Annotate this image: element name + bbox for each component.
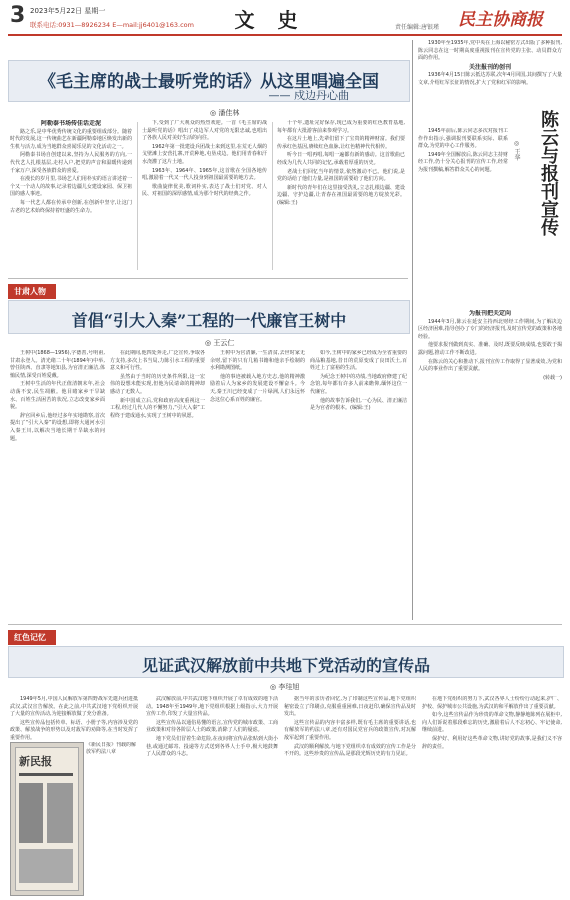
paragraph: 辞官回乡后,他经过多年实地勘察,首次提出了“引大入秦”的设想,即将大通河水引入秦王川,以解决当地长期干旱缺水的问题。 (10, 412, 105, 442)
paragraph: 1949年5月,中国人民解放军第四野战军先遣兵团进抵武汉,武汉宣告解放。在此之前,中共武汉地下党组织开展了大量的宣传活动,为迎接解放做了充分准备。 (10, 696, 138, 718)
paragraph: 新时代的青年们在这里接受洗礼,立志扎根边疆、建设边疆、守护边疆,让青春在祖国最需要的地方绽放光彩。(编辑:王) (277, 184, 405, 206)
paragraph: 这些宣传品的内容丰富多样,既有毛主席的重要讲话,也有解放军的约法八章,还有对国民党官兵的政策宣传,对瓦解敌军起到了重要作用。 (284, 719, 416, 741)
article1-column-2 (142, 120, 267, 272)
article3-column-3 (284, 696, 416, 896)
article2-byline: ◎ 王云仁 (205, 339, 235, 347)
paragraph: 他的事迹被载入地方史志,他的精神激励着后人为家乡的发展建设不懈奋斗。今天,秦王川已经变成了一片绿洲,人们永远怀念这位心系百姓的廉官。 (210, 373, 305, 403)
paragraph: 十个年,遗址完好保存,现已成为重要的红色教育基地,每年都有大批游客前来参观学习。 (277, 120, 405, 134)
paragraph: 如今,这些宣传品作为珍贵的革命文物,静静地陈列在展柜中,向人们诉说着那段难忘的历史,激励着后人不忘初心、牢记使命,继续前进。 (422, 712, 562, 734)
paragraph: 虽然由于当时的历史条件所限,这一宏伟的设想未能实现,但他为民请命的精神却感动了无数人。 (110, 373, 205, 395)
article2-column-3 (210, 350, 305, 600)
article3-section-tag: 红色记忆 (8, 630, 56, 645)
paragraph: 为纪念王树中的功绩,当地政府修建了纪念馆,每年都有许多人前来瞻仰,缅怀这位一代廉官。 (310, 373, 407, 395)
paragraph: 1944年3月,陈云在延安主持西北财经工作期间,为了解决边区经济困难,指导创办了专门的经济报刊,及时宣传党的政策和各地经验。 (418, 318, 562, 340)
paragraph: 1963年、1964年、1965年,这首歌在全国各地传唱,激励着一代又一代人投身到祖国最需要的地方去。 (142, 167, 267, 182)
sidebar-divider (412, 40, 413, 620)
section-subhead: 关注报刊的创刊 (468, 63, 511, 71)
sidebar-byline: ◎ 王华 (513, 140, 520, 161)
photo-caption: 《新民日报》刊载的解放军约法八章 (86, 742, 137, 755)
paragraph: 在此期间,他四处奔走,广泛宣传,争取各方支持,多次上书当局,力陈引水工程的重要意义和可行性。 (110, 350, 205, 372)
article3-title: 见证武汉解放前中共地下党活动的宣传品 (141, 656, 430, 675)
section-title: 文 史 (234, 8, 306, 32)
paper-logo: 民主协商报 (458, 10, 543, 30)
editor-note: (转载一) (543, 374, 562, 381)
paragraph: 武汉的顺利解放,与地下党组织卓有成效的宣传工作是分不开的。这些珍贵的宣传品,是那段光辉历史的有力见证。 (284, 743, 416, 758)
sidebar-column-bottom (418, 310, 562, 620)
paragraph: 新中国成立后,党和政府高度重视这一工程,经过几代人的不懈努力,“引大入秦”工程终于建成通水,实现了王树中的夙愿。 (110, 397, 205, 419)
paragraph: 1962年第一批建设兵团战士来到这里,在荒无人烟的戈壁滩上安营扎寨,开荒种地,屯垦戍边。他们用青春和汗水浇灌了这片土地。 (142, 143, 267, 165)
section-subhead: 为报刊把关定向 (468, 310, 511, 317)
paragraph: 据当年的亲历者回忆,为了印制这些宣传品,地下党组织秘密设立了印刷点,克服重重困难,日夜赶印,确保宣传品及时发出。 (284, 696, 416, 718)
column-divider (137, 122, 138, 270)
article2-column-2 (110, 350, 205, 600)
article2-section-tag: 甘肃人物 (8, 284, 56, 299)
article2-column-1 (10, 350, 105, 600)
paragraph: 王树中生活的年代正值清朝末年,社会动荡不安,民生凋敝。他目睹家乡干旱缺水、百姓生活困苦的状况,立志改变家乡面貌。 (10, 381, 105, 411)
page-number: 3 (10, 3, 26, 28)
paragraph: 王树中(1868—1956),字德善,号明甫,甘肃永登人。清光绪二十年(1894年)中举,曾任陕西、直隶等地知县,为官清正廉洁,体恤民情,深受百姓爱戴。 (10, 350, 105, 379)
paragraph: 每一代艺人都在传承中创新,在创新中坚守,让这门古老的艺术始终保持着旺盛的生命力。 (10, 199, 132, 214)
paragraph: 他要求报刊做到真实、准确、及时,既要反映成绩,也要敢于揭露问题,推动工作不断改进。 (418, 342, 562, 356)
column-divider (272, 122, 273, 270)
paragraph: 地下党员们冒着生命危险,在夜间将宣传品张贴到大街小巷,或通过邮寄、投递等方式送到各界人士手中,极大地鼓舞了人民群众的斗志。 (146, 735, 278, 758)
article3-column-1-top (10, 696, 138, 740)
article2-rule (8, 278, 408, 279)
article1-column-3 (277, 120, 405, 272)
photo-text-block (19, 783, 43, 843)
sidebar-title: 陈云与报刊宣传 (538, 110, 559, 236)
paragraph: 他的故事告诉我们,一心为民、清正廉洁是为官者的根本。(编辑:王) (310, 397, 407, 412)
paragraph: 王树中为官清廉,一生清贫,去世时家无余财,留下的只有几箱书籍和他亲手绘制的水利勘测图纸。 (210, 350, 305, 372)
article3-rule (8, 624, 562, 625)
issue-date: 2023年5月22日 星期一 (30, 7, 106, 15)
article3-column-2 (146, 696, 278, 896)
contact-info: 联系电话:0931—8926234 E—mail:jj6401@163.com (30, 21, 194, 29)
paragraph: 在陈云的关心和推动下,报刊宣传工作取得了显著成效,为党和人民的事业作出了重要贡献。 (418, 358, 562, 373)
paragraph: 在地下党组织的努力下,武汉各界人士纷纷行动起来,护厂、护校、保护城市公共设施,为武汉的和平解放作出了重要贡献。 (422, 696, 562, 710)
paragraph: 1936年4月15日陈云抵达苏联,次年4月回国,其间撰写了大量文章,介绍红军长征的情况,扩大了党和红军的影响。 (418, 72, 562, 86)
paragraph: 这些宣传品包括传单、标语、小册子等,内容涉及党的政策、解放战争的形势以及对敌军的劝降等,在当时发挥了重要作用。 (10, 719, 138, 740)
paragraph: 这些宣传品以通俗易懂的语言,宣传党的城市政策、工商业政策和对待各阶层人士的政策,消除了人们的疑虑。 (146, 719, 278, 734)
sidebar-column-middle (418, 128, 508, 308)
article2-column-4 (310, 350, 407, 600)
masthead-rule (8, 34, 562, 36)
section-subhead: 阿勒泰书场传佳话走泥 (40, 120, 101, 127)
paragraph: 听今日一唱再唱,每唱一遍都有新的感动。这首歌曲已经成为几代人共同的记忆,承载着厚重的历史。 (277, 152, 405, 166)
article1-column-1 (10, 120, 132, 272)
photo-text-strip (19, 773, 73, 776)
paragraph: 1945年前后,陈云同志多次对报刊工作作出指示,强调报刊要联系实际、联系群众,为党的中心工作服务。 (418, 128, 508, 150)
article3-column-4 (422, 696, 562, 896)
paragraph: 老战士们回忆当年的情景,依然激动不已。他们说,是党的话给了他们力量,是祖国的需要给了他们方向。 (277, 168, 405, 183)
paragraph: 在这片土地上,先辈们留下了宝贵的精神财富。我们要传承红色基因,赓续红色血脉,让红色精神代代相传。 (277, 136, 405, 150)
paragraph: 如今,王树中的家乡已经成为全省重要的商品粮基地,昔日的荒原变成了良田沃土,百姓过上了富裕的生活。 (310, 350, 407, 372)
newspaper-photo (10, 742, 84, 896)
article3-byline: ◎ 李珪旭 (270, 683, 300, 691)
paragraph: 1949年全国解放后,陈云同志主持财经工作,仍十分关心报刊的宣传工作,经常为报刊撰稿,解答群众关心的问题。 (418, 151, 508, 173)
article1-subtitle: —— 戍边丹心曲 (268, 89, 349, 102)
photo-text-block (19, 849, 73, 883)
responsible-editor: 责任编辑:唐银瑾 (395, 24, 440, 31)
paragraph: 路之乐,是中华优秀传统文化的重要组成部分。随着时代的发展,这一传统曲艺在新疆阿勒泰地区焕发出新的生机与活力,成为当地群众喜闻乐见的文化活动之一。 (10, 128, 132, 150)
paragraph: 阿勒泰书场自创建以来,坚持为人民服务的方向,一代代艺人扎根基层,走村入户,把党的声音和温暖传递到千家万户,深受各族群众的喜爱。 (10, 152, 132, 174)
article3-headline-band (8, 646, 564, 678)
paragraph: 歌曲旋律优美,歌词朴实,表达了战士们对党、对人民、对祖国的深厚感情,成为那个时代的经典之作。 (142, 183, 267, 198)
article2-headline-band (8, 300, 410, 334)
photo-text-block (47, 783, 73, 843)
paragraph: 在漫长的岁月里,书场艺人们用朴实的语言讲述着一个又一个动人的故事,记录着边疆儿女建设家园、保卫祖国的感人事迹。 (10, 176, 132, 198)
paragraph: 武汉解放前,中共武汉地下组织开展了卓有成效的地下活动。1948年至1949年,地下党组织根据上级指示,大力开展宣传工作,印发了大量宣传品。 (146, 696, 278, 718)
paragraph: 1930年至1935年,党中央在上海以秘密方式出版了多种报刊,陈云同志在这一时期高度重视报刊在宣传党的主张、动员群众方面的作用。 (418, 40, 562, 62)
article1-byline: ◎ 潘佳林 (210, 109, 240, 117)
article2-title: 首倡“引大入秦”工程的一代廉官王树中 (71, 311, 347, 330)
photo-newspaper-masthead: 新民报 (19, 755, 52, 768)
article1-title: 《毛主席的战士最听党的话》从这里唱遍全国 (39, 72, 379, 92)
article1-headline-band (8, 60, 410, 102)
paragraph: 下,受到了广大观众的热烈欢迎。一首《毛主席的战士最听党的话》唱出了戍边军人对党的无限忠诚,也唱出了各族人民对美好生活的向往。 (142, 120, 267, 142)
paragraph: 保护好、利用好这些革命文物,讲好党的故事,是我们义不容辞的责任。 (422, 735, 562, 750)
